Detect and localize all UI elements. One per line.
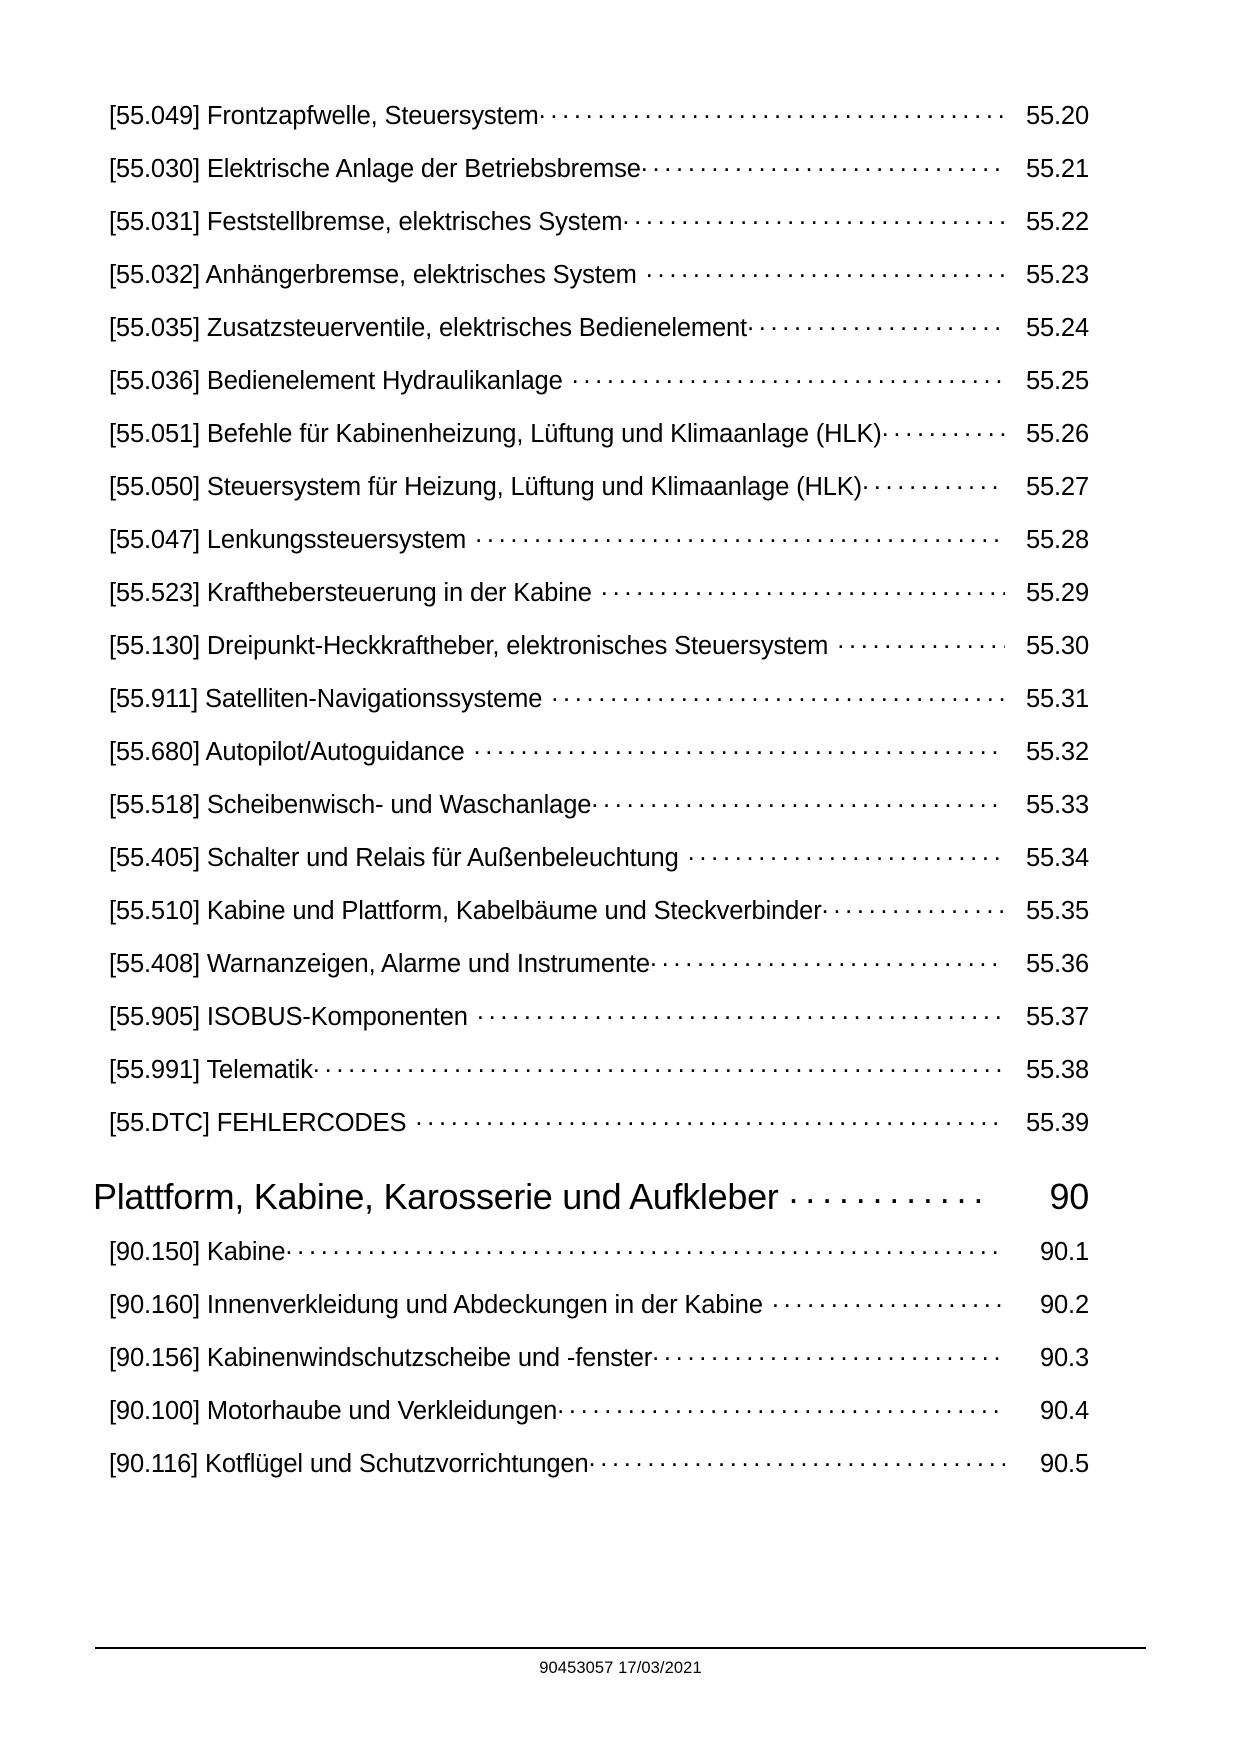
toc-entry[interactable] bbox=[109, 1102, 1089, 1155]
toc-entry-label: [90.156] Kabinenwindschutzscheibe und -fenster bbox=[109, 1343, 653, 1372]
toc-entry-leader bbox=[646, 257, 1005, 283]
toc-entry-label: [55.130] Dreipunkt-Heckkraftheber, elektronisches Steuersystem bbox=[109, 631, 829, 660]
toc-entry-label: [55.036] Bedienelement Hydraulikanlage bbox=[109, 366, 563, 395]
toc-entry[interactable] bbox=[109, 625, 1089, 678]
toc-section-label: Plattform, Kabine, Karosserie und Aufkleber bbox=[93, 1176, 779, 1217]
toc-entry-page-number: 55.30 bbox=[1025, 631, 1089, 660]
page-footer bbox=[95, 1647, 1146, 1678]
toc-entry-page-number: 55.33 bbox=[1025, 790, 1089, 819]
toc-entry-label: [55.510] Kabine und Plattform, Kabelbäume und Steckverbinder bbox=[109, 896, 822, 925]
toc-entry-page-number: 90.4 bbox=[1039, 1396, 1089, 1425]
toc-entry-leader bbox=[747, 310, 1005, 336]
toc-entry-label: [55.405] Schalter und Relais für Außenbeleuchtung bbox=[109, 843, 679, 872]
toc-entry-label: [55.030] Elektrische Anlage der Betriebsbremse bbox=[109, 154, 641, 183]
toc-entry-leader bbox=[539, 98, 1005, 124]
toc-entry-leader bbox=[477, 999, 1005, 1025]
toc-entry-leader bbox=[688, 840, 1005, 866]
toc-entry-label: [90.150] Kabine bbox=[109, 1237, 286, 1266]
toc-entry[interactable] bbox=[109, 1231, 1089, 1284]
toc-entry-leader bbox=[772, 1287, 1005, 1313]
toc-entry[interactable] bbox=[109, 731, 1089, 784]
toc-entry-label: [55.035] Zusatzsteuerventile, elektrisches Bedienelement bbox=[109, 313, 747, 342]
toc-entry-label: [90.100] Motorhaube und Verkleidungen bbox=[109, 1396, 558, 1425]
toc-entry-label: [55.051] Befehle für Kabinenheizung, Lüftung und Klimaanlage (HLK) bbox=[109, 419, 882, 448]
toc-entry-label: [90.160] Innenverkleidung und Abdeckungen in der Kabine bbox=[109, 1290, 763, 1319]
toc-entry-leader bbox=[601, 575, 1005, 601]
toc-entry-page-number: 55.32 bbox=[1025, 737, 1089, 766]
toc-entry[interactable] bbox=[109, 1443, 1089, 1496]
toc-entry-page-number: 55.25 bbox=[1025, 366, 1089, 395]
toc-entry-leader bbox=[837, 628, 1005, 654]
toc-entry-leader bbox=[822, 893, 1005, 919]
toc-entry[interactable] bbox=[109, 1337, 1089, 1390]
toc-entry-leader bbox=[641, 151, 1005, 177]
toc-entry[interactable] bbox=[109, 254, 1089, 307]
toc-entry-label: [55.047] Lenkungssteuersystem bbox=[109, 525, 467, 554]
toc-entry-label: [90.116] Kotflügel und Schutzvorrichtungen bbox=[109, 1449, 589, 1478]
toc-entry[interactable] bbox=[109, 996, 1089, 1049]
toc-entry[interactable] bbox=[109, 837, 1089, 890]
toc-entry-page-number: 90.3 bbox=[1039, 1343, 1089, 1372]
toc-entry-label: [55.680] Autopilot/Autoguidance bbox=[109, 737, 465, 766]
toc-entry-page-number: 55.23 bbox=[1025, 260, 1089, 289]
toc-entry-page-number: 90.5 bbox=[1039, 1449, 1089, 1478]
toc-entry[interactable] bbox=[109, 943, 1089, 996]
toc-section-page-number: 90 bbox=[1049, 1176, 1089, 1217]
toc-entry-leader bbox=[622, 204, 1005, 230]
toc-entry-leader bbox=[652, 1340, 1005, 1366]
toc-entry-leader bbox=[475, 522, 1005, 548]
toc-entry-label: [55.DTC] FEHLERCODES bbox=[109, 1108, 407, 1137]
toc-entry[interactable] bbox=[109, 148, 1089, 201]
toc-entry[interactable] bbox=[109, 519, 1089, 572]
toc-entry-leader bbox=[557, 1393, 1005, 1419]
toc-entry-page-number: 55.38 bbox=[1025, 1055, 1089, 1084]
toc-entry-page-number: 55.29 bbox=[1025, 578, 1089, 607]
toc-entry-page-number: 55.20 bbox=[1025, 101, 1089, 130]
toc-entry-label: [55.905] ISOBUS-Komponenten bbox=[109, 1002, 468, 1031]
footer-text: 90453057 17/03/2021 bbox=[539, 1659, 702, 1677]
toc-entry-label: [55.518] Scheibenwisch- und Waschanlage bbox=[109, 790, 592, 819]
toc-entry[interactable] bbox=[109, 1284, 1089, 1337]
toc-entry-label: [55.523] Krafthebersteuerung in der Kabine bbox=[109, 578, 592, 607]
toc-entry-leader bbox=[650, 946, 1005, 972]
toc-entry[interactable] bbox=[109, 1390, 1089, 1443]
toc-entry-leader bbox=[313, 1052, 1005, 1078]
toc-entry-label: [55.032] Anhängerbremse, elektrisches System bbox=[109, 260, 637, 289]
toc-entry-label: [55.049] Frontzapfwelle, Steuersystem bbox=[109, 101, 539, 130]
toc-entry[interactable] bbox=[109, 784, 1089, 837]
toc-entry-page-number: 55.35 bbox=[1025, 896, 1089, 925]
toc-section-heading[interactable] bbox=[93, 1155, 1089, 1231]
toc-entry-leader bbox=[591, 787, 1005, 813]
toc-entry-page-number: 55.37 bbox=[1025, 1002, 1089, 1031]
toc-entry-label: [55.408] Warnanzeigen, Alarme und Instrumente bbox=[109, 949, 650, 978]
toc-entry-leader bbox=[882, 416, 1005, 442]
toc-entry[interactable] bbox=[109, 201, 1089, 254]
toc-entry-label: [55.031] Feststellbremse, elektrisches System bbox=[109, 207, 623, 236]
toc-entry-page-number: 55.21 bbox=[1025, 154, 1089, 183]
toc-entry-page-number: 55.28 bbox=[1025, 525, 1089, 554]
toc-entry[interactable] bbox=[109, 466, 1089, 519]
toc-entry-page-number: 55.36 bbox=[1025, 949, 1089, 978]
toc-entry-leader bbox=[572, 363, 1005, 389]
toc-entry-label: [55.050] Steuersystem für Heizung, Lüftung und Klimaanlage (HLK) bbox=[109, 472, 862, 501]
toc-entry[interactable] bbox=[109, 678, 1089, 731]
toc-entry-page-number: 55.27 bbox=[1025, 472, 1089, 501]
toc-entry-label: [55.911] Satelliten-Navigationssysteme bbox=[109, 684, 543, 713]
toc-entry-page-number: 55.34 bbox=[1025, 843, 1089, 872]
toc-section-leader bbox=[788, 1173, 993, 1209]
toc-entry[interactable] bbox=[109, 413, 1089, 466]
toc-entry-page-number: 55.24 bbox=[1025, 313, 1089, 342]
toc-entry-leader bbox=[415, 1105, 1005, 1131]
toc-entries-bottom bbox=[109, 1231, 1089, 1496]
toc-entry-label: [55.991] Telematik bbox=[109, 1055, 313, 1084]
toc-entry[interactable] bbox=[109, 1049, 1089, 1102]
toc-entry[interactable] bbox=[109, 360, 1089, 413]
toc-entry[interactable] bbox=[109, 572, 1089, 625]
toc-entry-page-number: 55.39 bbox=[1025, 1108, 1089, 1137]
toc-entry-leader bbox=[862, 469, 1005, 495]
toc-entry-page-number: 90.2 bbox=[1039, 1290, 1089, 1319]
toc-entry[interactable] bbox=[109, 95, 1089, 148]
toc-entry-page-number: 55.31 bbox=[1025, 684, 1089, 713]
toc-entry-page-number: 55.26 bbox=[1025, 419, 1089, 448]
toc-entry-page-number: 55.22 bbox=[1025, 207, 1089, 236]
toc-entry-leader bbox=[473, 734, 1005, 760]
toc-entry-leader bbox=[551, 681, 1005, 707]
toc-entry-leader bbox=[588, 1446, 1005, 1472]
toc-entry[interactable] bbox=[109, 890, 1089, 943]
toc-entries-top bbox=[109, 95, 1089, 1155]
toc-entry[interactable] bbox=[109, 307, 1089, 360]
toc-entry-leader bbox=[285, 1234, 1005, 1260]
toc-entry-page-number: 90.1 bbox=[1039, 1237, 1089, 1266]
